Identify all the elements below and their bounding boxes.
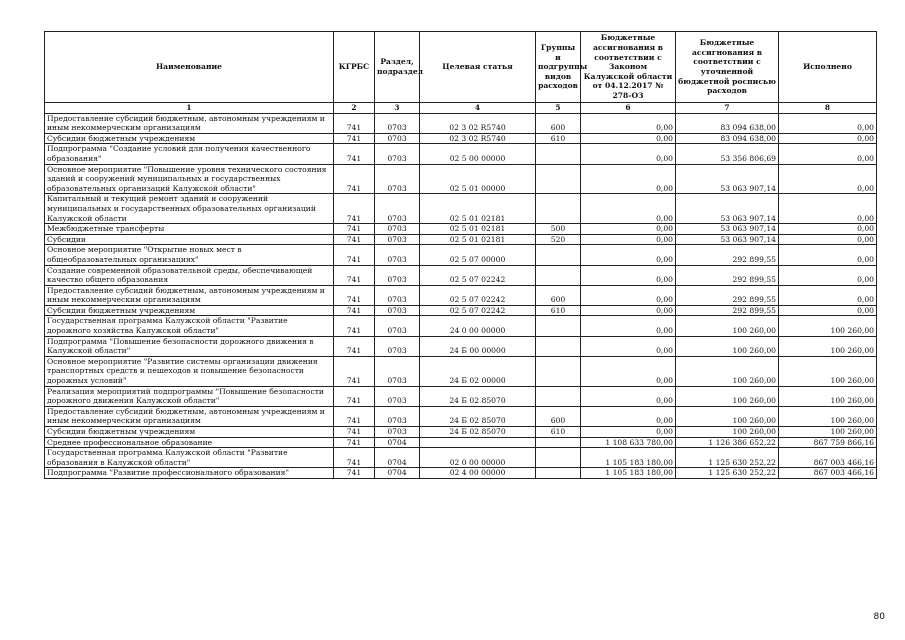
table-row (45, 164, 877, 194)
header-law: Бюджетные ассигнования в соответствии с Законом Калужской области от 04.12.2017 № 278-ОЗ (581, 32, 676, 103)
row-razdel: 0703 (375, 245, 420, 265)
row-kgrbs: 741 (334, 224, 375, 235)
row-vr (536, 448, 581, 468)
row-done: 867 759 866,16 (779, 437, 877, 448)
row-target: 02 3 02 R5740 (420, 133, 536, 144)
header-row (45, 32, 877, 103)
row-razdel: 0703 (375, 133, 420, 144)
row-refined: 100 260,00 (676, 386, 779, 406)
header-done: Исполнено (779, 32, 877, 103)
row-target: 24 Б 02 85070 (420, 406, 536, 426)
row-name: Реализация мероприятий подпрограммы "Повышение безопасности дорожного движения Калужской области" (45, 386, 334, 406)
row-done: 100 260,00 (779, 386, 877, 406)
row-target: 02 5 07 00000 (420, 245, 536, 265)
row-target: 24 Б 00 00000 (420, 336, 536, 356)
row-kgrbs: 741 (334, 144, 375, 164)
row-razdel: 0704 (375, 468, 420, 479)
row-law: 1 105 183 180,00 (581, 468, 676, 479)
table-row (45, 386, 877, 406)
row-vr (536, 437, 581, 448)
row-target: 02 5 01 02181 (420, 194, 536, 224)
row-refined: 1 125 630 252,22 (676, 468, 779, 479)
row-vr (536, 144, 581, 164)
colnum: 3 (375, 103, 420, 114)
row-name: Субсидии (45, 234, 334, 245)
table-row (45, 224, 877, 235)
table-row (45, 113, 877, 133)
row-razdel: 0703 (375, 224, 420, 235)
row-done: 0,00 (779, 265, 877, 285)
row-refined: 292 899,55 (676, 245, 779, 265)
header-refined: Бюджетные ассигнования в соответствии с уточненной бюджетной росписью расходов (676, 32, 779, 103)
row-law: 0,00 (581, 406, 676, 426)
budget-table (44, 31, 877, 479)
row-refined: 100 260,00 (676, 336, 779, 356)
row-razdel: 0703 (375, 356, 420, 386)
page-number: 80 (873, 612, 885, 622)
row-kgrbs: 741 (334, 164, 375, 194)
row-done: 867 003 466,16 (779, 448, 877, 468)
row-law: 0,00 (581, 144, 676, 164)
table-row (45, 316, 877, 336)
row-razdel: 0703 (375, 386, 420, 406)
colnum: 2 (334, 103, 375, 114)
row-name: Межбюджетные трансферты (45, 224, 334, 235)
row-razdel: 0704 (375, 448, 420, 468)
row-name: Субсидии бюджетным учреждениям (45, 305, 334, 316)
header-kgrbs: КГРБС (334, 32, 375, 103)
row-target: 24 0 00 00000 (420, 316, 536, 336)
column-number-row (45, 103, 877, 114)
row-vr: 610 (536, 305, 581, 316)
row-target: 24 Б 02 85070 (420, 386, 536, 406)
row-kgrbs: 741 (334, 265, 375, 285)
row-vr: 600 (536, 406, 581, 426)
row-law: 0,00 (581, 316, 676, 336)
row-kgrbs: 741 (334, 427, 375, 438)
row-razdel: 0703 (375, 427, 420, 438)
row-name: Государственная программа Калужской области "Развитие дорожного хозяйства Калужской области" (45, 316, 334, 336)
row-vr (536, 316, 581, 336)
row-law: 0,00 (581, 386, 676, 406)
row-refined: 292 899,55 (676, 265, 779, 285)
row-refined: 53 063 907,14 (676, 164, 779, 194)
row-vr: 610 (536, 427, 581, 438)
row-refined: 53 356 806,69 (676, 144, 779, 164)
row-vr (536, 336, 581, 356)
row-refined: 83 094 638,00 (676, 133, 779, 144)
table-row (45, 336, 877, 356)
row-razdel: 0703 (375, 113, 420, 133)
row-law: 0,00 (581, 265, 676, 285)
row-name: Государственная программа Калужской области "Развитие образования в Калужской области" (45, 448, 334, 468)
table-row (45, 245, 877, 265)
row-law: 0,00 (581, 356, 676, 386)
row-razdel: 0703 (375, 265, 420, 285)
table-row (45, 406, 877, 426)
row-done: 0,00 (779, 113, 877, 133)
row-done: 0,00 (779, 245, 877, 265)
row-law: 0,00 (581, 194, 676, 224)
row-target: 24 Б 02 85070 (420, 427, 536, 438)
row-name: Основное мероприятие "Открытие новых мест в общеобразовательных организациях" (45, 245, 334, 265)
table-row (45, 265, 877, 285)
row-kgrbs: 741 (334, 468, 375, 479)
row-name: Подпрограмма "Развитие профессионального образования" (45, 468, 334, 479)
row-kgrbs: 741 (334, 336, 375, 356)
row-kgrbs: 741 (334, 133, 375, 144)
header-vr: Группы и подгруппы видов расходов (536, 32, 581, 103)
table-row (45, 133, 877, 144)
row-name: Основное мероприятие "Повышение уровня технического состояния зданий и сооружений муниципальных и государственных образовательных организаций Калужской области" (45, 164, 334, 194)
colnum: 1 (45, 103, 334, 114)
row-refined: 1 126 386 652,22 (676, 437, 779, 448)
row-law: 0,00 (581, 164, 676, 194)
row-done: 100 260,00 (779, 406, 877, 426)
row-kgrbs: 741 (334, 386, 375, 406)
row-done: 100 260,00 (779, 427, 877, 438)
row-refined: 292 899,55 (676, 305, 779, 316)
row-kgrbs: 741 (334, 113, 375, 133)
colnum: 7 (676, 103, 779, 114)
row-target: 02 4 00 00000 (420, 468, 536, 479)
row-kgrbs: 741 (334, 448, 375, 468)
row-vr (536, 164, 581, 194)
row-target: 24 Б 02 00000 (420, 356, 536, 386)
row-target: 02 5 07 02242 (420, 285, 536, 305)
row-target: 02 0 00 00000 (420, 448, 536, 468)
header-razdel: Раздел, подраздел (375, 32, 420, 103)
row-razdel: 0703 (375, 144, 420, 164)
table-row (45, 356, 877, 386)
row-kgrbs: 741 (334, 437, 375, 448)
row-vr (536, 386, 581, 406)
row-target: 02 5 07 02242 (420, 265, 536, 285)
row-done: 867 003 466,16 (779, 468, 877, 479)
table-row (45, 285, 877, 305)
row-vr: 610 (536, 133, 581, 144)
row-target: 02 5 00 00000 (420, 144, 536, 164)
row-vr: 600 (536, 285, 581, 305)
table-row (45, 427, 877, 438)
row-kgrbs: 741 (334, 356, 375, 386)
table-row (45, 234, 877, 245)
row-vr: 600 (536, 113, 581, 133)
row-kgrbs: 741 (334, 234, 375, 245)
row-name: Подпрограмма "Повышение безопасности дорожного движения в Калужской области" (45, 336, 334, 356)
colnum: 6 (581, 103, 676, 114)
row-kgrbs: 741 (334, 316, 375, 336)
row-done: 100 260,00 (779, 316, 877, 336)
row-razdel: 0703 (375, 336, 420, 356)
row-kgrbs: 741 (334, 194, 375, 224)
row-refined: 83 094 638,00 (676, 113, 779, 133)
row-name: Предоставление субсидий бюджетным, автономным учреждениям и иным некоммерческим организациям (45, 406, 334, 426)
row-name: Субсидии бюджетным учреждениям (45, 427, 334, 438)
row-refined: 100 260,00 (676, 406, 779, 426)
row-law: 0,00 (581, 285, 676, 305)
row-law: 0,00 (581, 113, 676, 133)
row-done: 100 260,00 (779, 336, 877, 356)
row-target: 02 5 01 02181 (420, 234, 536, 245)
row-razdel: 0703 (375, 285, 420, 305)
row-razdel: 0703 (375, 194, 420, 224)
row-name: Подпрограмма "Создание условий для получения качественного образования" (45, 144, 334, 164)
header-target: Целевая статья (420, 32, 536, 103)
colnum: 5 (536, 103, 581, 114)
row-target: 02 5 07 02242 (420, 305, 536, 316)
row-law: 0,00 (581, 336, 676, 356)
row-target: 02 5 01 02181 (420, 224, 536, 235)
table-row (45, 437, 877, 448)
row-refined: 100 260,00 (676, 427, 779, 438)
row-name: Капитальный и текущий ремонт зданий и сооружений муниципальных и государственных образовательных организаций Калужской области (45, 194, 334, 224)
row-law: 0,00 (581, 305, 676, 316)
row-vr (536, 356, 581, 386)
row-law: 0,00 (581, 234, 676, 245)
colnum: 4 (420, 103, 536, 114)
row-done: 0,00 (779, 234, 877, 245)
row-name: Среднее профессиональное образование (45, 437, 334, 448)
row-razdel: 0703 (375, 316, 420, 336)
row-kgrbs: 741 (334, 305, 375, 316)
row-law: 1 105 183 180,00 (581, 448, 676, 468)
table-row (45, 144, 877, 164)
row-name: Предоставление субсидий бюджетным, автономным учреждениям и иным некоммерческим организациям (45, 285, 334, 305)
row-razdel: 0704 (375, 437, 420, 448)
row-vr: 520 (536, 234, 581, 245)
row-done: 0,00 (779, 144, 877, 164)
row-refined: 100 260,00 (676, 356, 779, 386)
row-done: 0,00 (779, 305, 877, 316)
row-done: 0,00 (779, 164, 877, 194)
row-refined: 53 063 907,14 (676, 224, 779, 235)
row-kgrbs: 741 (334, 406, 375, 426)
row-done: 0,00 (779, 224, 877, 235)
row-razdel: 0703 (375, 406, 420, 426)
header-name: Наименование (45, 32, 334, 103)
table-body (45, 113, 877, 478)
row-vr: 500 (536, 224, 581, 235)
row-law: 1 108 633 780,00 (581, 437, 676, 448)
row-done: 0,00 (779, 285, 877, 305)
row-law: 0,00 (581, 133, 676, 144)
row-vr (536, 468, 581, 479)
row-refined: 53 063 907,14 (676, 234, 779, 245)
row-razdel: 0703 (375, 234, 420, 245)
table-row (45, 305, 877, 316)
row-razdel: 0703 (375, 164, 420, 194)
colnum: 8 (779, 103, 877, 114)
row-vr (536, 265, 581, 285)
row-refined: 53 063 907,14 (676, 194, 779, 224)
row-name: Субсидии бюджетным учреждениям (45, 133, 334, 144)
row-refined: 1 125 630 252,22 (676, 448, 779, 468)
row-refined: 292 899,55 (676, 285, 779, 305)
row-target: 02 5 01 00000 (420, 164, 536, 194)
row-done: 0,00 (779, 194, 877, 224)
row-target: 02 3 02 R5740 (420, 113, 536, 133)
table-row (45, 194, 877, 224)
row-razdel: 0703 (375, 305, 420, 316)
row-kgrbs: 741 (334, 285, 375, 305)
table-row (45, 468, 877, 479)
row-law: 0,00 (581, 224, 676, 235)
row-kgrbs: 741 (334, 245, 375, 265)
row-target (420, 437, 536, 448)
row-done: 0,00 (779, 133, 877, 144)
row-refined: 100 260,00 (676, 316, 779, 336)
table-row (45, 448, 877, 468)
row-vr (536, 245, 581, 265)
row-done: 100 260,00 (779, 356, 877, 386)
row-law: 0,00 (581, 427, 676, 438)
row-vr (536, 194, 581, 224)
row-name: Основное мероприятие "Развитие системы организации движения транспортных средств и пешеходов и повышение безопасности дорожных условий" (45, 356, 334, 386)
row-name: Создание современной образовательной среды, обеспечивающей качество общего образования (45, 265, 334, 285)
row-name: Предоставление субсидий бюджетным, автономным учреждениям и иным некоммерческим организациям (45, 113, 334, 133)
row-law: 0,00 (581, 245, 676, 265)
